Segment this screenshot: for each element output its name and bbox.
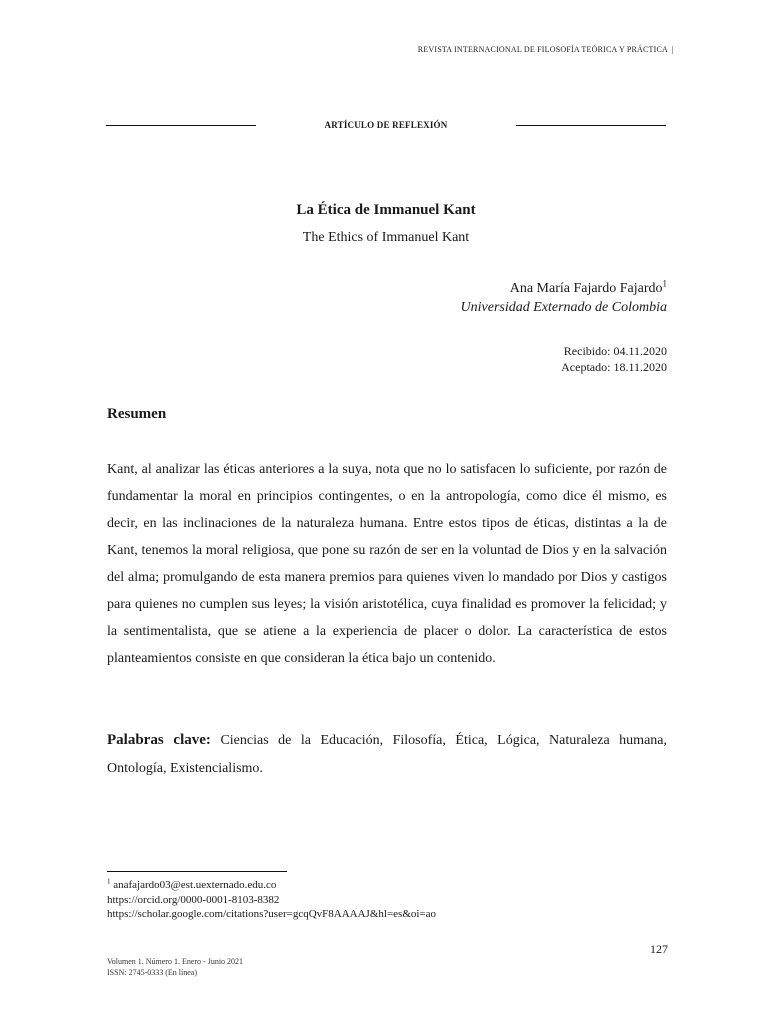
received-date: Recibido: 04.11.2020 bbox=[563, 344, 667, 358]
section-rule-right bbox=[516, 125, 666, 126]
issue-info bbox=[107, 956, 243, 978]
keywords bbox=[107, 726, 667, 783]
author-name bbox=[509, 278, 667, 297]
keywords-text: Ciencias de la Educación, Filosofía, Ética, Lógica, Naturaleza humana, Ontología, Existencialismo. bbox=[107, 733, 668, 776]
footnote-orcid-link[interactable]: https://orcid.org/0000-0001-8103-8382 bbox=[107, 893, 280, 906]
section-label: ARTÍCULO DE REFLEXIÓN bbox=[324, 120, 448, 130]
article-subtitle: The Ethics of Immanuel Kant bbox=[302, 230, 470, 245]
abstract-heading: Resumen bbox=[107, 406, 167, 422]
running-head-separator: | bbox=[672, 45, 674, 54]
volume-info: Volumen 1. Número 1. Enero - Junio 2021 bbox=[107, 957, 244, 966]
section-rule-left bbox=[106, 125, 256, 126]
footnote-email: anafajardo03@est.uexternado.edu.co bbox=[113, 879, 277, 891]
article-dates bbox=[561, 343, 667, 375]
author-affiliation: Universidad Externado de Colombia bbox=[460, 300, 667, 315]
footnote-rule bbox=[107, 871, 287, 872]
author-footnote-mark: 1 bbox=[662, 278, 667, 289]
footnote-mark: 1 bbox=[107, 877, 111, 886]
page-number: 127 bbox=[650, 942, 668, 956]
running-head-journal: REVISTA INTERNACIONAL DE FILOSOFÍA TEÓRICA Y PRÁCTICA bbox=[417, 45, 668, 54]
footnote-email-line bbox=[107, 878, 436, 893]
article-title: La Ética de Immanuel Kant bbox=[296, 202, 476, 218]
issn-info: ISSN: 2745-0333 (En línea) bbox=[107, 968, 197, 977]
author-name-text: Ana María Fajardo Fajardo bbox=[509, 281, 663, 296]
footnotes bbox=[107, 878, 436, 922]
abstract-body: Kant, al analizar las éticas anteriores a la suya, nota que no lo satisfacen lo suficiente, por razón de fundamentar la moral en principios contingentes, o en la antropología, como dice él mismo, es decir, en las inclinaciones de la naturaleza humana. Entre estos tipos de éticas, distintas a la de Kant, tenemos la moral religiosa, que pone su razón de ser en la voluntad de Dios y en la salvación del alma; promulgando de esta manera premios para quienes viven lo mandado por Dios y castigos para quienes no cumplen sus leyes; la visión aristotélica, cuya finalidad es promover la felicidad; y la sentimentalista, que se atiene a la experiencia de placer o dolor. La característica de estos planteamientos consiste en que consideran la ética bajo un contenido. bbox=[107, 462, 667, 666]
footnote-scholar-link[interactable]: https://scholar.google.com/citations?user=gcqQvF8AAAAJ&hl=es&oi=ao bbox=[107, 908, 437, 920]
accepted-date: Aceptado: 18.11.2020 bbox=[561, 360, 667, 374]
keywords-label: Palabras clave: bbox=[107, 732, 211, 748]
